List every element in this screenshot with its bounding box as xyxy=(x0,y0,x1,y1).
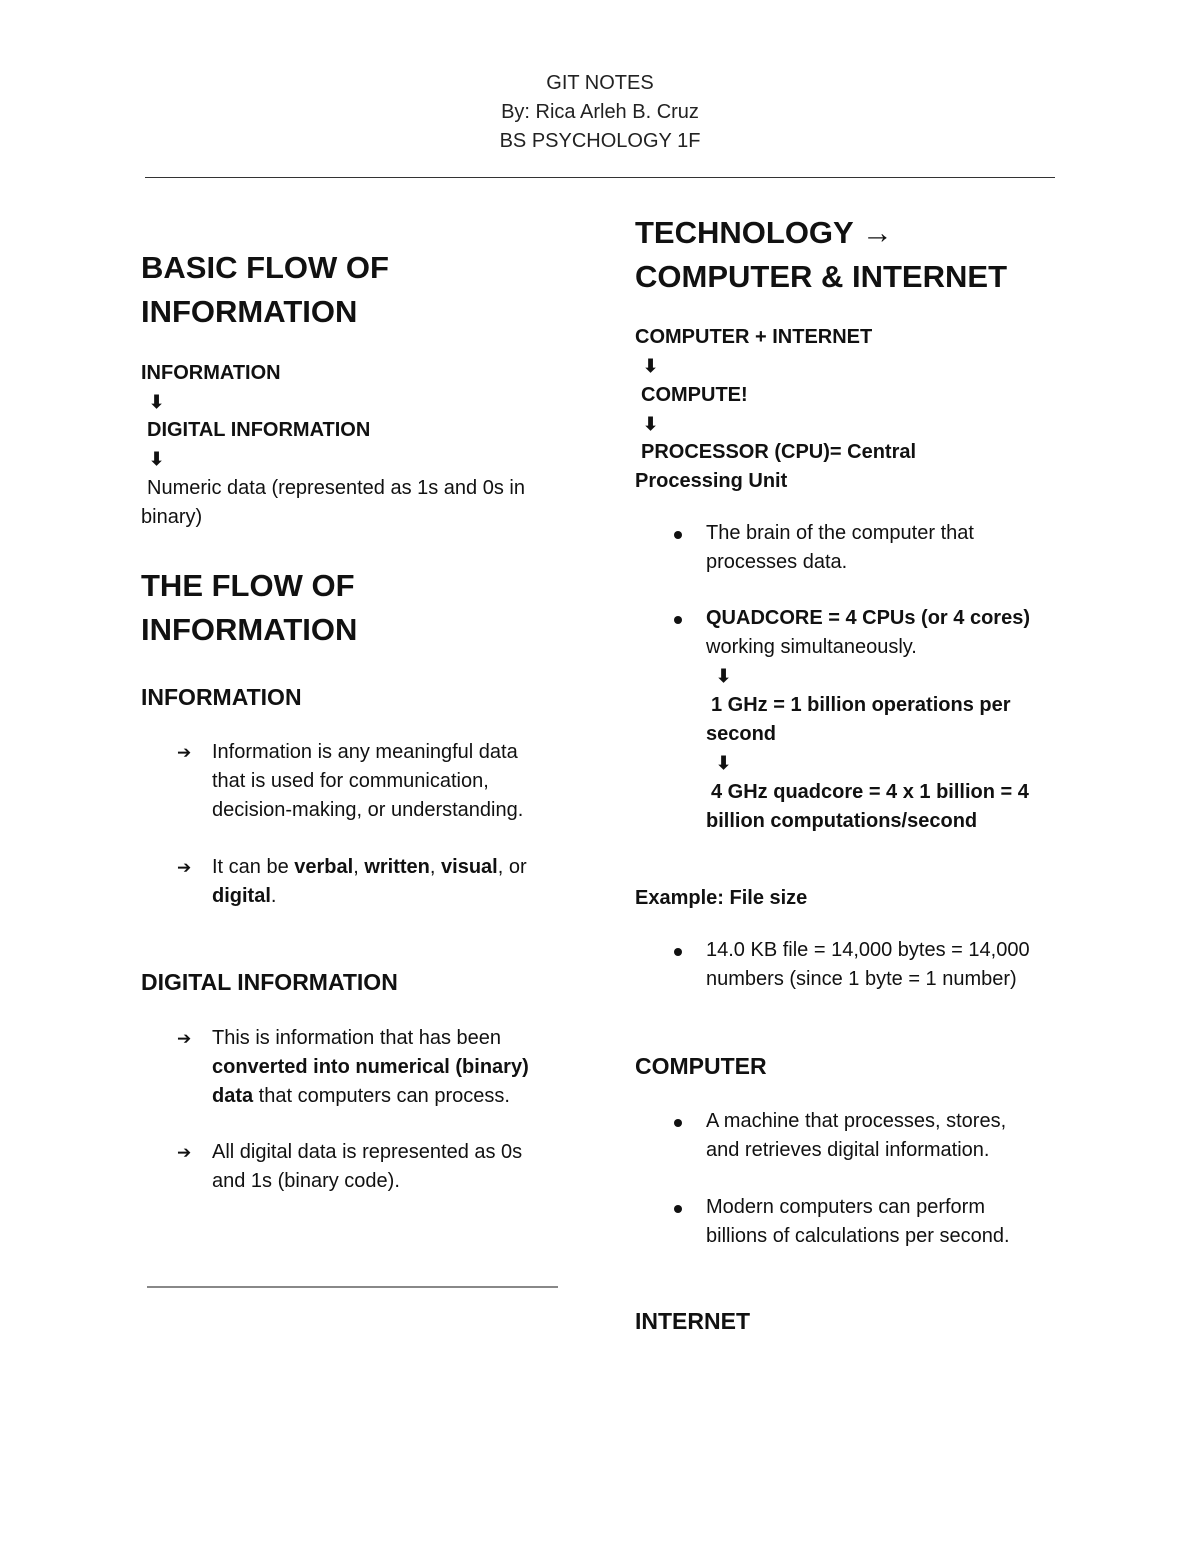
bullet-icon xyxy=(674,1205,682,1213)
down-arrow-icon: ⬇ xyxy=(643,414,659,434)
computer-bullet-2-line1: Modern computers can perform xyxy=(706,1196,986,1218)
term-written: written xyxy=(364,856,430,878)
right-arrow-icon: ➔ xyxy=(177,1029,192,1048)
term-verbal: verbal xyxy=(294,856,354,878)
the-flow-heading-line1: THE FLOW OF xyxy=(141,568,355,603)
bullet-icon xyxy=(674,1119,682,1127)
bullet-icon xyxy=(674,531,682,539)
right-arrow-icon: ➔ xyxy=(177,743,192,762)
digital-item-1-line1: This is information that has been xyxy=(212,1027,502,1049)
digital-item-1-line2: converted into numerical (binary) xyxy=(212,1056,529,1078)
basic-flow-heading-line2: INFORMATION xyxy=(141,294,358,329)
down-arrow-icon: ⬇ xyxy=(149,392,165,412)
digital-item-2-line1: All digital data is represented as 0s xyxy=(212,1141,523,1163)
computer-bullet-1 xyxy=(671,1107,1071,1165)
technology-heading-line2: COMPUTER & INTERNET xyxy=(635,259,1007,294)
down-arrow-icon: ⬇ xyxy=(643,356,659,376)
bullet-icon xyxy=(674,948,682,956)
computer-bullet-2-line2: billions of calculations per second. xyxy=(706,1225,1010,1247)
flow-compute: COMPUTE! xyxy=(641,384,748,406)
ghz-line2: second xyxy=(706,723,777,745)
doc-course: BS PSYCHOLOGY 1F xyxy=(499,130,701,152)
computer-bullet-2 xyxy=(671,1193,1071,1251)
term-digital: digital xyxy=(212,885,271,907)
doc-title: GIT NOTES xyxy=(546,72,654,94)
quadcore-calc-line2: billion computations/second xyxy=(706,810,978,832)
computer-bullet-1-line1: A machine that processes, stores, xyxy=(706,1110,1007,1132)
flow-step-numeric-data-line1: Numeric data (represented as 1s and 0s in xyxy=(147,477,525,499)
information-heading: INFORMATION xyxy=(141,684,302,710)
digital-item-1-line3-bold: data xyxy=(212,1085,254,1107)
text: It can be xyxy=(212,856,295,878)
down-arrow-icon: ⬇ xyxy=(149,449,165,469)
flow-step-digital-information: DIGITAL INFORMATION xyxy=(147,419,371,441)
information-item-1-line3: decision-making, or understanding. xyxy=(212,799,524,821)
working-line: working simultaneously. xyxy=(706,636,917,658)
quadcore-calc-line1: 4 GHz quadcore = 4 x 1 billion = 4 xyxy=(711,781,1029,803)
text: , or xyxy=(497,856,527,878)
cpu-bullet-1-line1: The brain of the computer that xyxy=(706,522,974,544)
quadcore-line: QUADCORE = 4 CPUs (or 4 cores) xyxy=(706,607,1030,629)
flow-step-numeric-data-line2: binary) xyxy=(141,506,203,528)
right-arrow-icon: ➔ xyxy=(177,858,192,877)
digital-item-2-line2: and 1s (binary code). xyxy=(212,1170,400,1192)
digital-information-item-1 xyxy=(177,1024,567,1111)
digital-information-item-2 xyxy=(177,1138,567,1196)
ghz-line1: 1 GHz = 1 billion operations per xyxy=(711,694,1011,716)
cpu-bullet-2 xyxy=(671,604,1071,836)
text: . xyxy=(270,885,277,907)
flow-computer-internet: COMPUTER + INTERNET xyxy=(635,326,873,348)
technology-heading-line1: TECHNOLOGY → xyxy=(635,215,893,250)
computer-heading: COMPUTER xyxy=(635,1053,767,1079)
cpu-bullet-1 xyxy=(671,519,1071,577)
header-divider xyxy=(145,177,1055,178)
example-bullet xyxy=(671,936,1071,994)
the-flow-heading-line2: INFORMATION xyxy=(141,612,358,647)
information-item-1-line1: Information is any meaningful data xyxy=(212,741,518,763)
down-arrow-icon: ⬇ xyxy=(716,753,732,773)
example-line2: numbers (since 1 byte = 1 number) xyxy=(706,968,1017,990)
flow-step-information: INFORMATION xyxy=(141,362,281,384)
digital-item-1-line3-rest: that computers can process. xyxy=(253,1085,510,1107)
term-visual: visual xyxy=(441,856,498,878)
example-heading: Example: File size xyxy=(635,887,808,909)
flow-processor-line2: Processing Unit xyxy=(635,470,788,492)
computer-bullet-1-line2: and retrieves digital information. xyxy=(706,1139,990,1161)
information-item-1 xyxy=(177,738,557,825)
right-arrow-icon: ➔ xyxy=(177,1143,192,1162)
example-line1: 14.0 KB file = 14,000 bytes = 14,000 xyxy=(706,939,1030,961)
doc-author: By: Rica Arleh B. Cruz xyxy=(501,101,699,123)
flow-processor-line1: PROCESSOR (CPU)= Central xyxy=(641,441,917,463)
down-arrow-icon: ⬇ xyxy=(716,666,732,686)
information-item-2 xyxy=(177,853,557,911)
cpu-bullet-1-line2: processes data. xyxy=(706,551,848,573)
bullet-icon xyxy=(674,616,682,624)
information-item-1-line2: that is used for communication, xyxy=(212,770,489,792)
text: , xyxy=(353,856,365,878)
section-divider xyxy=(147,1286,558,1288)
basic-flow-heading-line1: BASIC FLOW OF xyxy=(141,250,389,285)
digital-information-heading: DIGITAL INFORMATION xyxy=(141,969,398,995)
internet-heading: INTERNET xyxy=(635,1308,750,1334)
text: , xyxy=(429,856,442,878)
